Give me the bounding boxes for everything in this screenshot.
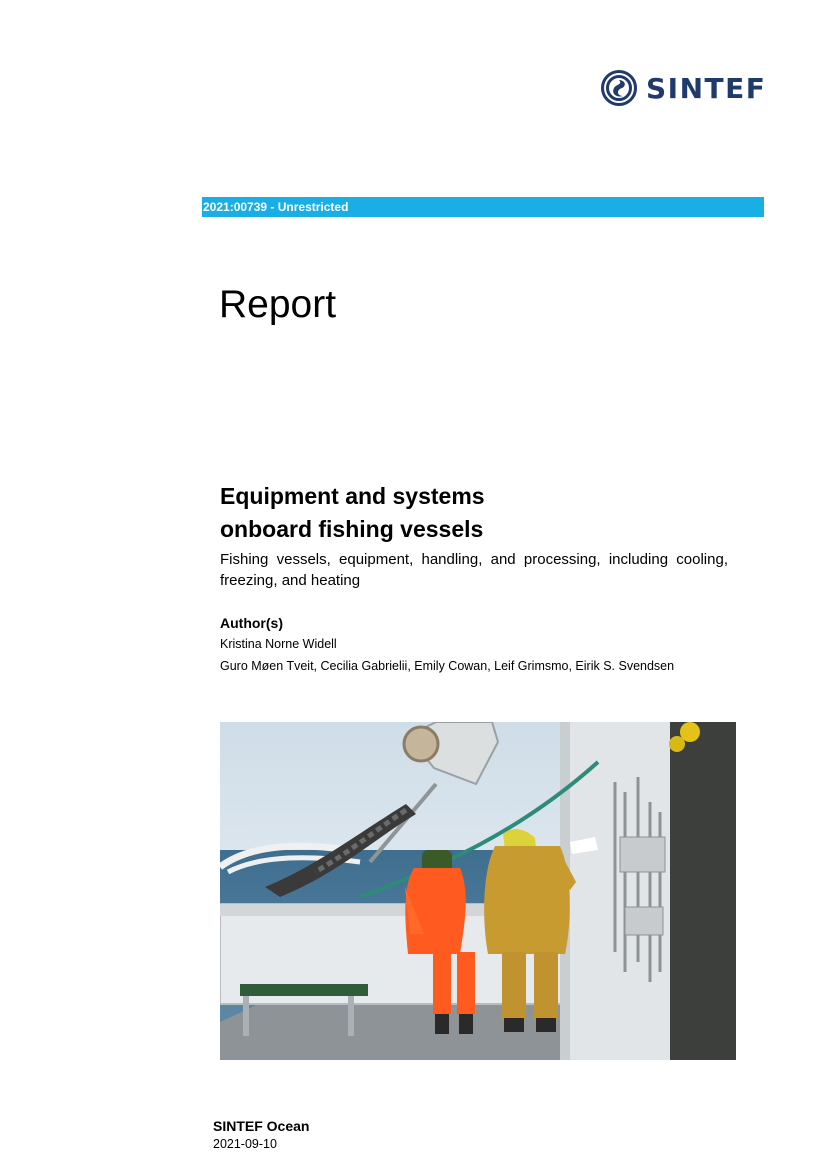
authors-heading: Author(s) (220, 615, 283, 631)
logo-wordmark: SINTEF (646, 71, 767, 105)
organization-name: SINTEF Ocean (213, 1118, 310, 1134)
document-type: Report (219, 283, 337, 326)
report-subtitle: Fishing vessels, equipment, handling, and processing, including cooling, freezing, and heating (220, 551, 728, 589)
report-date: 2021-09-10 (213, 1137, 277, 1151)
sintef-logo (601, 70, 766, 106)
author-primary: Kristina Norne Widell (220, 637, 337, 651)
title-line-2: onboard fishing vessels (220, 516, 484, 542)
author-coauthors: Guro Møen Tveit, Cecilia Gabrielii, Emily Cowan, Leif Grimsmo, Eirik S. Svendsen (220, 659, 675, 673)
classification-bar: 2021:00739 - Unrestricted (202, 197, 764, 217)
sintef-logo-icon (601, 70, 637, 106)
title-line-1: Equipment and systems (220, 483, 485, 509)
fishing-vessel-deck-photo (220, 722, 736, 1060)
report-title (220, 480, 485, 546)
